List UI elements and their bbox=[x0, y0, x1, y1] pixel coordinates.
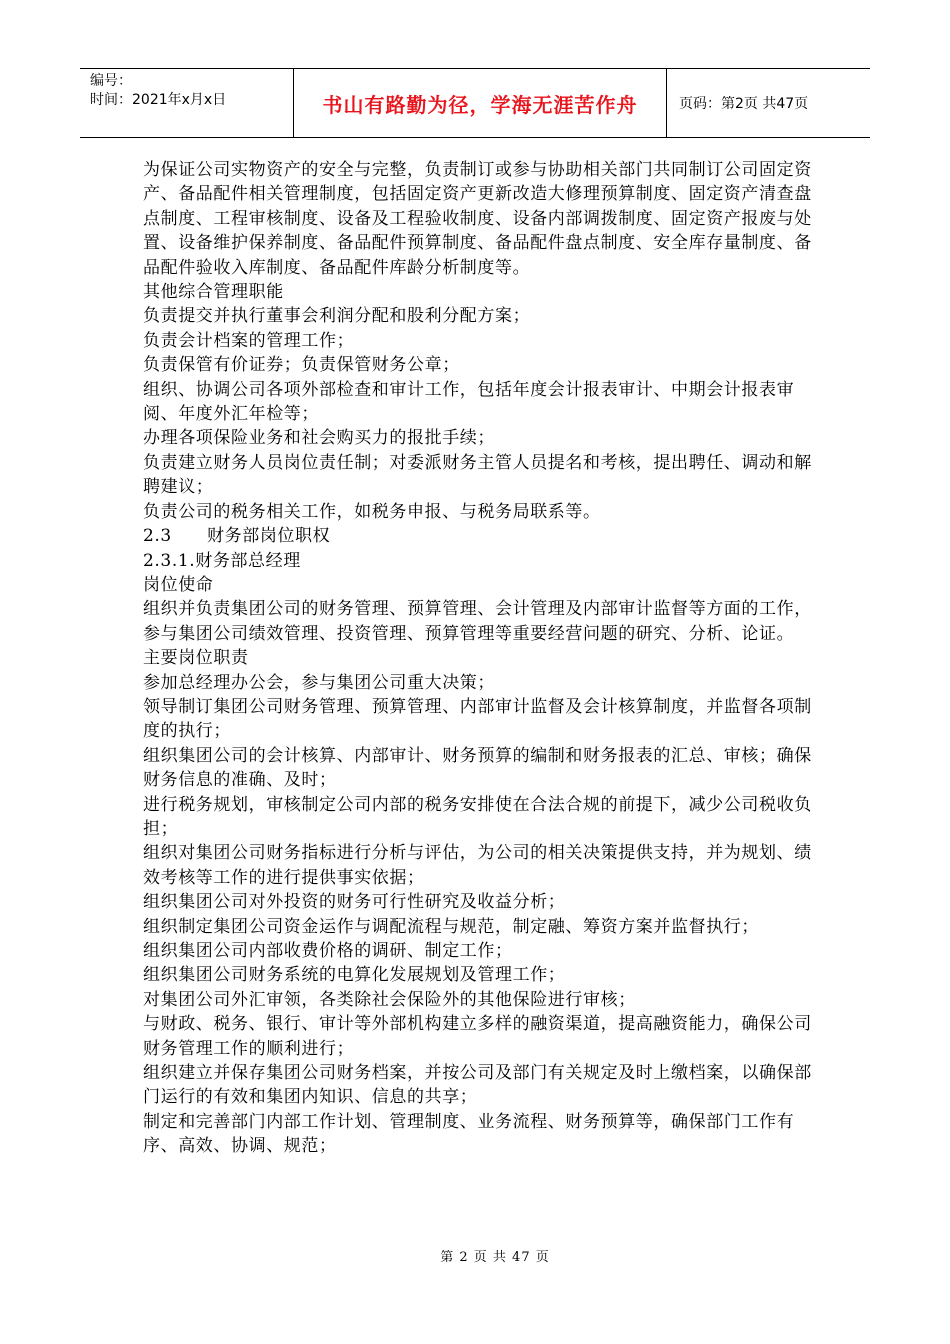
paragraph: 负责保管有价证券；负责保管财务公章； bbox=[143, 355, 460, 376]
paragraph: 办理各项保险业务和社会购买力的报批手续； bbox=[143, 428, 495, 449]
page-header bbox=[80, 68, 870, 138]
paragraph: 组织集团公司内部收费价格的调研、制定工作； bbox=[143, 941, 513, 961]
section-heading: 2.3.1.财务部总经理 bbox=[143, 550, 301, 571]
paragraph: 为保证公司实物资产的安全与完整，负责制订或参与协助相关部门共同制订公司固定资产、备品配件相关管理制度，包括固定资产更新改造大修理预算制度、固定资产清查盘点制度、工程审核制度、设备及工程验收制度、设备内部调拨制度、固定资产报废与处置、设备维护保养制度、备品配件预算制度、备品配件盘点制度、安全库存量制度、备品配件验收入库制度、备品配件库龄分析制度等。 bbox=[143, 160, 812, 278]
section-heading: 主要岗位职责 bbox=[143, 648, 249, 669]
paragraph: 组织集团公司的会计核算、内部审计、财务预算的编制和财务报表的汇总、审核；确保财务信息的准确、及时； bbox=[143, 745, 812, 791]
paragraph: 组织对集团公司财务指标进行分析与评估，为公司的相关决策提供支持，并为规划、绩效考核等工作的进行提供事实依据； bbox=[143, 843, 812, 888]
paragraph: 负责建立财务人员岗位责任制；对委派财务主管人员提名和考核，提出聘任、调动和解聘建议； bbox=[143, 452, 812, 498]
header-meta bbox=[80, 69, 293, 137]
paragraph: 组织、协调公司各项外部检查和审计工作，包括年度会计报表审计、中期会计报表审阅、年度外汇年检等； bbox=[143, 379, 795, 425]
section-heading: 2.3 财务部岗位职权 bbox=[143, 526, 331, 547]
document-time-label: 时间：2021年x月x日 bbox=[90, 92, 227, 108]
section-heading: 岗位使命 bbox=[143, 574, 214, 595]
paragraph: 领导制订集团公司财务管理、预算管理、内部审计监督及会计核算制度，并监督各项制度的执行； bbox=[143, 696, 812, 742]
header-page-number: 页码：第2页 共47页 bbox=[679, 96, 809, 112]
page-footer: 第 2 页 共 47 页 bbox=[440, 1250, 550, 1265]
paragraph: 与财政、税务、银行、审计等外部机构建立多样的融资渠道，提高融资能力，确保公司财务管理工作的顺利进行； bbox=[143, 1014, 812, 1059]
section-heading: 其他综合管理职能 bbox=[143, 282, 284, 303]
paragraph: 制定和完善部门内部工作计划、管理制度、业务流程、财务预算等，确保部门工作有序、高效、协调、规范； bbox=[143, 1111, 795, 1157]
document-number-label: 编号： bbox=[90, 73, 132, 89]
paragraph: 参加总经理办公会，参与集团公司重大决策； bbox=[143, 672, 495, 693]
paragraph: 组织制定集团公司资金运作与调配流程与规范，制定融、筹资方案并监督执行； bbox=[143, 916, 759, 937]
paragraph: 负责提交并执行董事会利润分配和股利分配方案； bbox=[143, 306, 531, 327]
paragraph: 负责会计档案的管理工作； bbox=[143, 330, 355, 351]
paragraph: 进行税务规划，审核制定公司内部的税务安排使在合法合规的前提下，减少公司税收负担； bbox=[143, 794, 812, 839]
paragraph: 对集团公司外汇审领，各类除社会保险外的其他保险进行审核； bbox=[143, 989, 636, 1010]
paragraph: 组织集团公司对外投资的财务可行性研究及收益分析； bbox=[143, 892, 566, 913]
paragraph: 组织并负责集团公司的财务管理、预算管理、会计管理及内部审计监督等方面的工作，参与集团公司绩效管理、投资管理、预算管理等重要经营问题的研究、分析、论证。 bbox=[143, 599, 812, 644]
paragraph: 组织集团公司财务系统的电算化发展规划及管理工作； bbox=[143, 965, 566, 986]
document-body bbox=[143, 158, 813, 1159]
paragraph: 组织建立并保存集团公司财务档案，并按公司及部门有关规定及时上缴档案，以确保部门运行的有效和集团内知识、信息的共享； bbox=[143, 1063, 812, 1108]
paragraph: 负责公司的税务相关工作，如税务申报、与税务局联系等。 bbox=[143, 501, 601, 522]
header-motto: 书山有路勤为径，学海无涯苦作舟 bbox=[293, 69, 667, 137]
